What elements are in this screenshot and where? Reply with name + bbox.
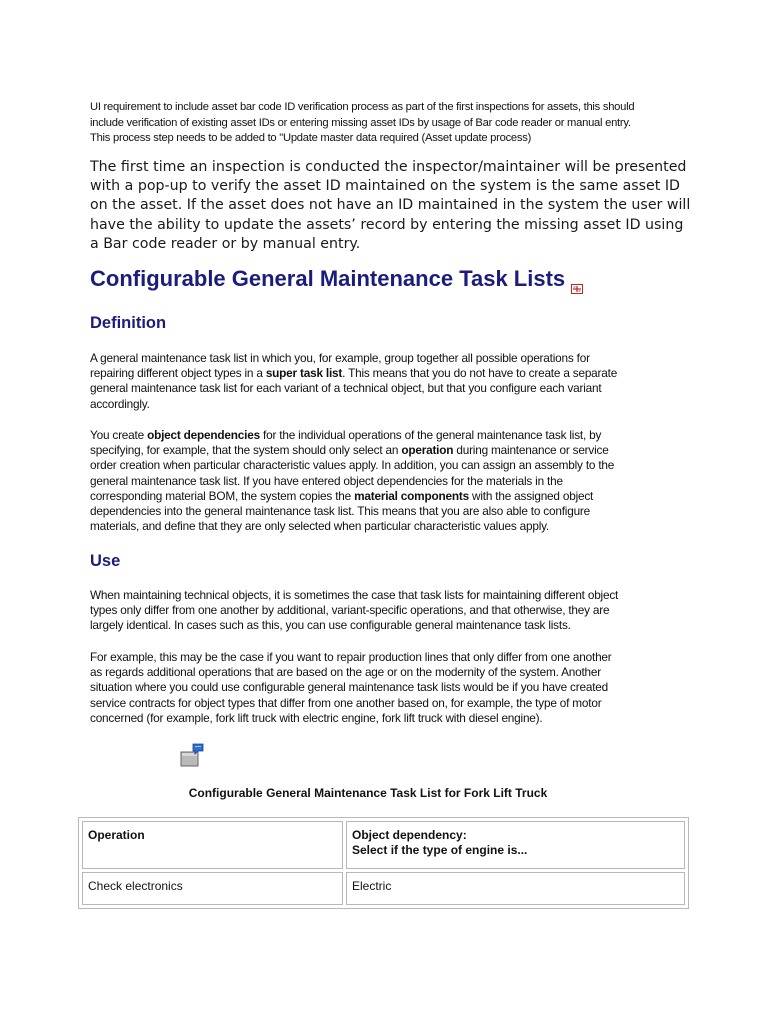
text-line: situation where you could use configurable general maintenance task lists would be if you have created: [90, 680, 608, 695]
text-run: corresponding material BOM, the system copies the: [90, 488, 355, 503]
graphic-link-icon[interactable]: [180, 742, 206, 768]
text-line: general maintenance task list for each variant of a technical object, but that you configure each variant: [90, 381, 602, 396]
text-run: specifying, for example, that the system should only select an: [90, 443, 402, 458]
super-task-list-term: super task list: [265, 366, 343, 381]
figure-caption: Configurable General Maintenance Task List for Fork Lift Truck: [188, 786, 548, 800]
page-title-text: Configurable General Maintenance Task Lists: [90, 266, 566, 291]
text-run: repairing different object types in a: [90, 366, 266, 381]
text-line: general maintenance task list. If you have entered object dependencies for the materials in the: [90, 473, 563, 488]
text-line: order creation when particular characteristic values apply. In addition, you can assign an assembly to the: [90, 458, 615, 473]
text-line: accordingly.: [90, 396, 150, 411]
text-line: A general maintenance task list in which you, for example, group together all possible operations for: [90, 351, 590, 365]
use-paragraph-1: [90, 588, 690, 634]
link-icon[interactable]: [571, 274, 583, 284]
text-run: You create: [90, 428, 148, 442]
text-run: for the individual operations of the general maintenance task list, by: [259, 428, 602, 442]
cell-dependency: Electric: [346, 872, 685, 905]
intro-paragraph: [90, 158, 690, 254]
requirement-line: UI requirement to include asset bar code ID verification process as part of the first inspections for assets, this should: [90, 101, 635, 113]
text-line: materials, and define that they are only selected when particular characteristic values apply.: [90, 519, 550, 534]
text-line: [90, 443, 690, 458]
text-line: For example, this may be the case if you want to repair production lines that only differ from one another: [90, 650, 612, 664]
use-heading: Use: [90, 552, 121, 570]
text-line: [90, 366, 690, 381]
table-row: [82, 872, 685, 905]
header-dependency-line: Object dependency:: [352, 828, 467, 842]
header-dependency-line: Select if the type of engine is...: [352, 843, 528, 857]
text-line: [90, 489, 690, 504]
requirement-line: This process step needs to be added to "Update master data required (Asset update process): [90, 132, 532, 144]
header-operation: Operation: [82, 821, 343, 869]
text-run: with the assigned object: [468, 488, 594, 503]
intro-line: with a pop-up to verify the asset ID maintained on the system is the same asset ID: [90, 178, 680, 195]
object-dependencies-term: object dependencies: [147, 428, 260, 442]
definition-paragraph-2: [90, 428, 690, 534]
requirement-note: [90, 100, 690, 147]
intro-line: on the asset. If the asset does not have an ID maintained in the system the user will: [90, 197, 691, 214]
page-title: [90, 266, 583, 292]
intro-line: a Bar code reader or by manual entry.: [90, 235, 361, 252]
text-run: . This means that you do not have to create a separate: [342, 366, 618, 381]
intro-line: The first time an inspection is conducted the inspector/maintainer will be presented: [90, 159, 687, 175]
text-line: concerned (for example, fork lift truck with electric engine, fork lift truck with diesel engine).: [90, 710, 543, 725]
use-paragraph-2: [90, 650, 690, 726]
intro-line: have the ability to update the assets’ record by entering the missing asset ID using: [90, 216, 684, 233]
cell-operation: Check electronics: [82, 872, 343, 905]
text-run: during maintenance or service: [453, 443, 609, 458]
material-components-term: material components: [354, 488, 469, 503]
text-line: When maintaining technical objects, it is sometimes the case that task lists for maintaining different object: [90, 588, 619, 602]
task-list-table: [78, 817, 689, 909]
header-object-dependency: [346, 821, 685, 869]
text-line: as regards additional operations that are based on the age or on the modernity of the system. Another: [90, 665, 601, 680]
operation-term: operation: [401, 443, 454, 458]
text-line: [90, 428, 690, 443]
text-line: service contracts for object types that differ from one another based on, for example, the type of motor: [90, 695, 602, 710]
requirement-line: include verification of existing asset IDs or entering missing asset IDs by usage of Bar code reader or manual entry.: [90, 116, 631, 129]
text-line: largely identical. In cases such as this, you can use configurable general maintenance task lists.: [90, 618, 571, 633]
definition-heading: Definition: [90, 314, 167, 332]
definition-paragraph-1: [90, 351, 690, 412]
text-line: types only differ from one another by additional, variant-specific operations, and that otherwise, they are: [90, 603, 610, 618]
table-header-row: [82, 821, 685, 869]
text-line: dependencies into the general maintenance task list. This means that you are also able to configure: [90, 504, 591, 519]
